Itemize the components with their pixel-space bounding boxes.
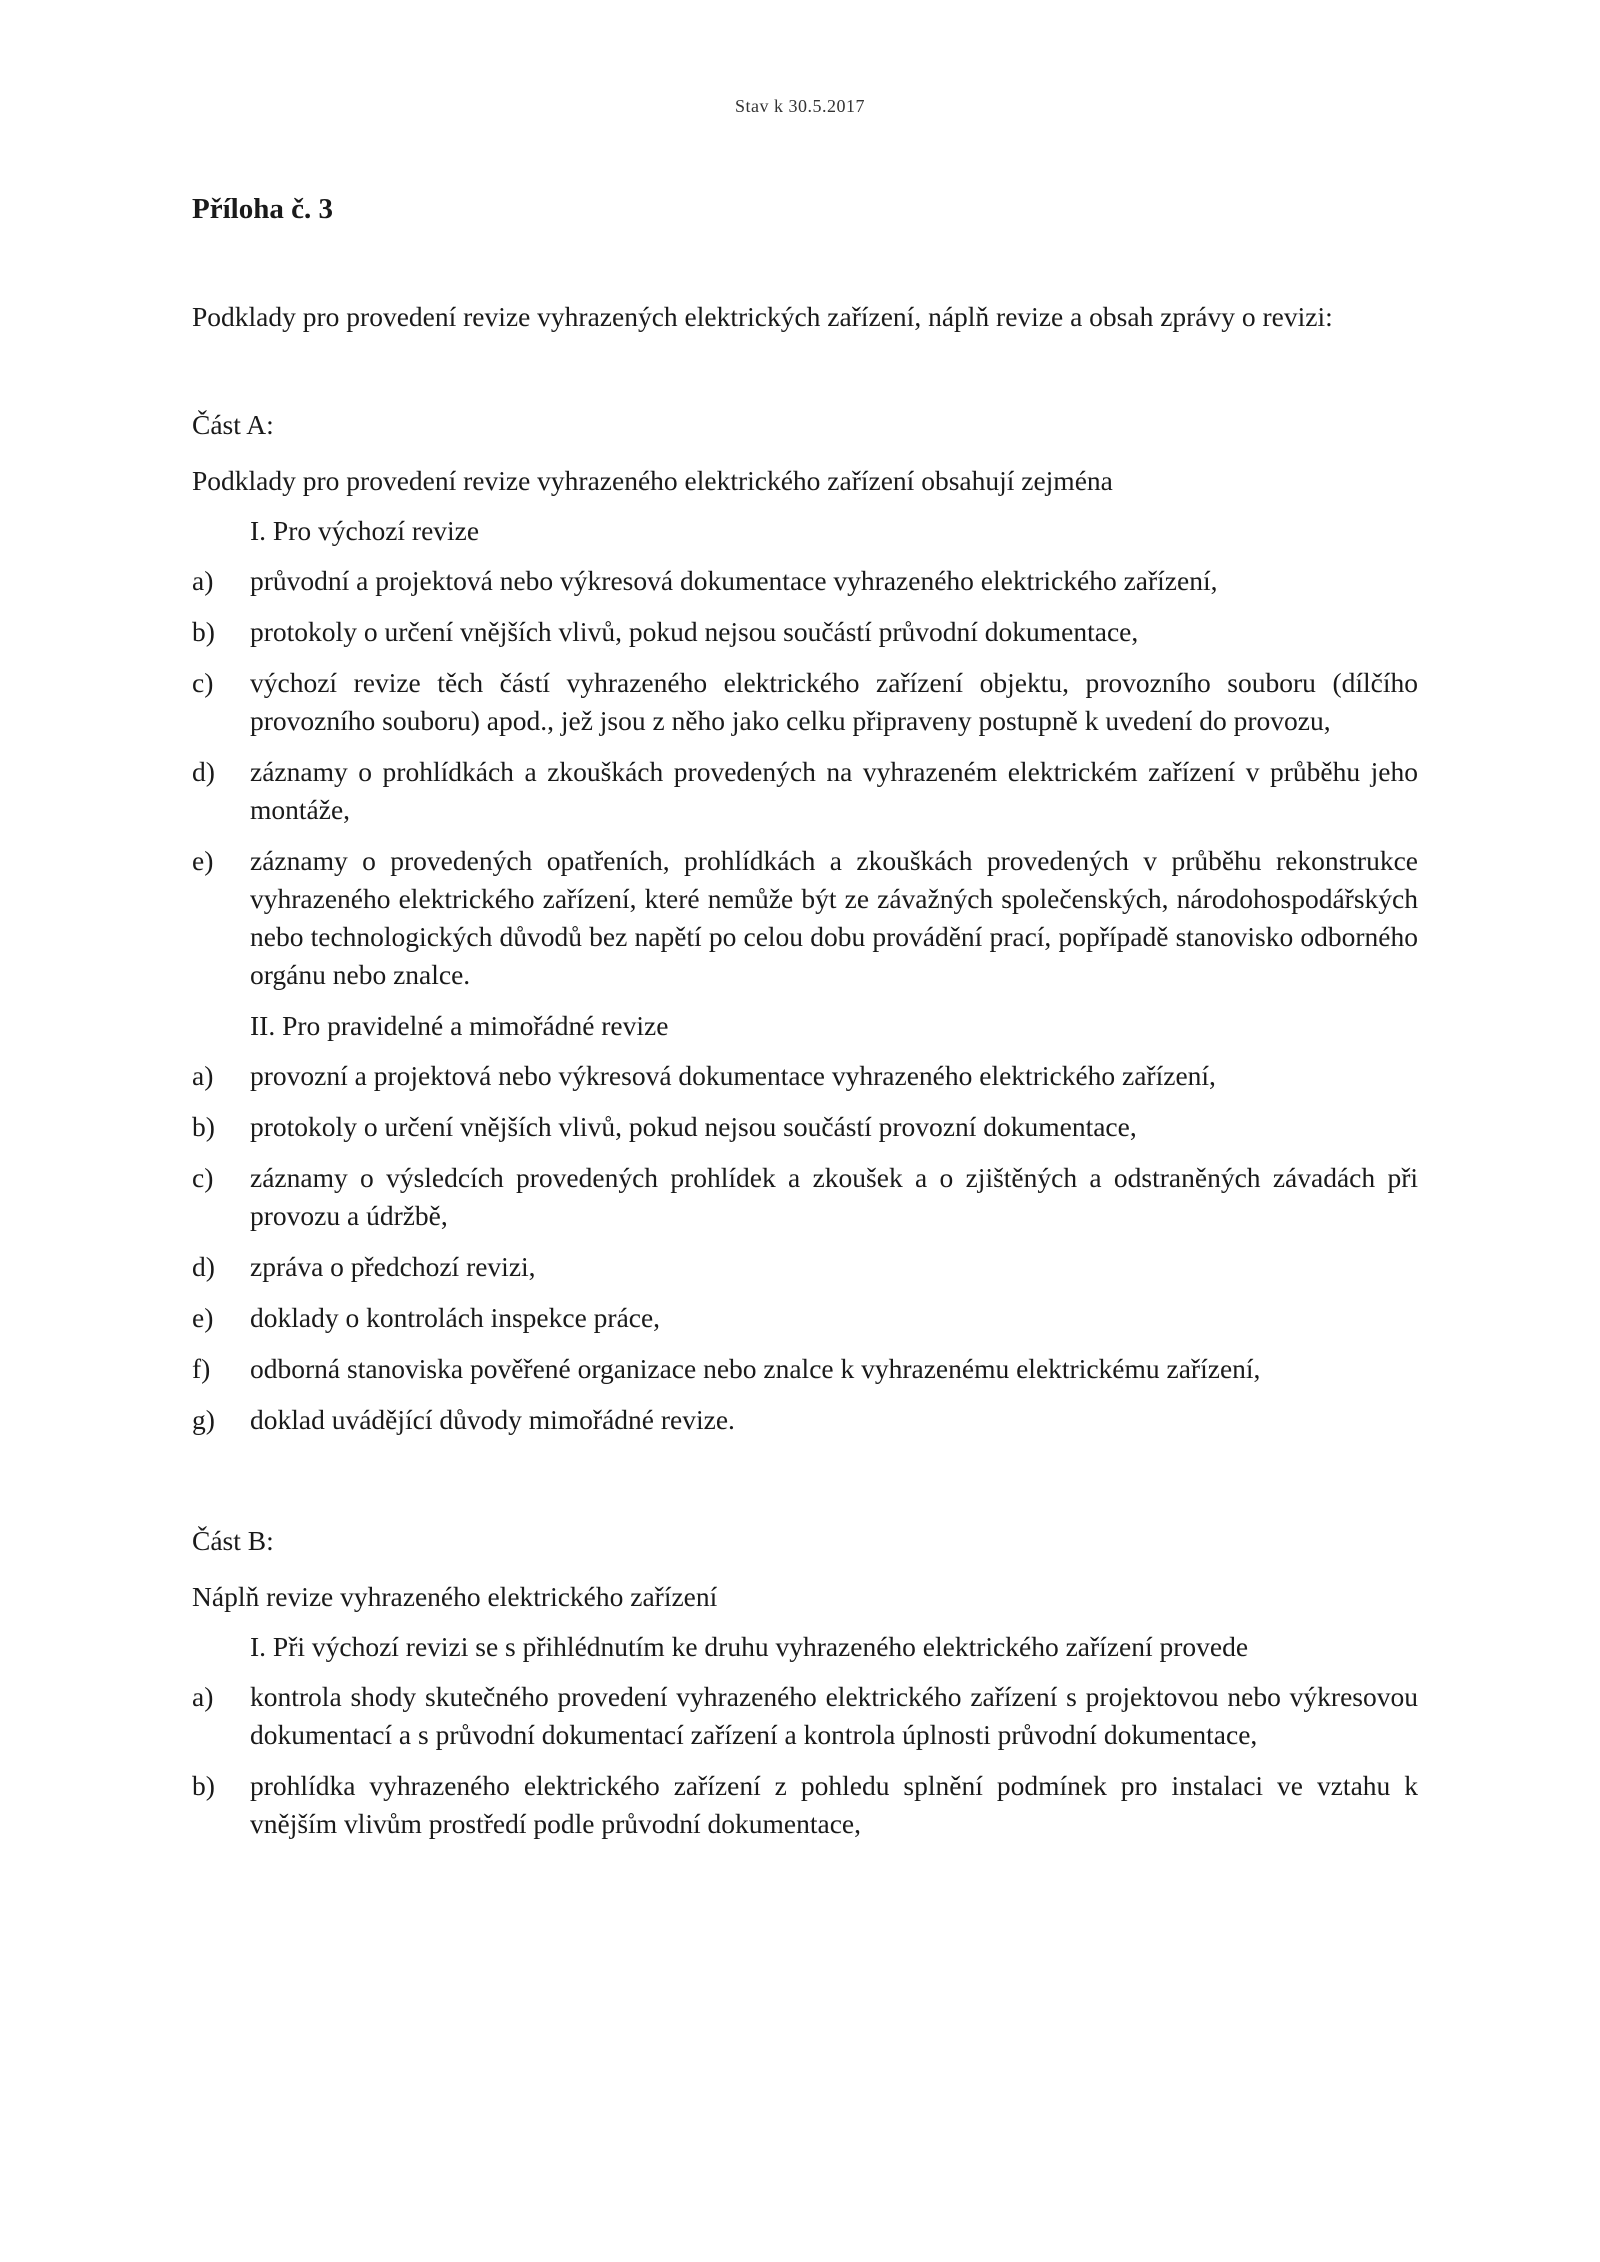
list-item-text: odborná stanoviska pověřené organizace nebo znalce k vyhrazenému elektrickému zařízení,: [250, 1353, 1261, 1384]
list-item: [192, 842, 1418, 994]
list-item-text: prohlídka vyhrazeného elektrického zařízení z pohledu splnění podmínek pro instalaci ve vztahu k vnějším vlivům prostředí podle průvodní dokumentace,: [250, 1770, 1418, 1839]
list-item: [192, 664, 1418, 740]
list-item-marker: g): [192, 1404, 215, 1435]
section-spacer: [192, 1452, 1418, 1522]
list-item-marker: d): [192, 1251, 215, 1282]
list-item-text: zpráva o předchozí revizi,: [250, 1251, 536, 1282]
part-b-section-1-list: [192, 1678, 1418, 1843]
list-item-marker: b): [192, 1770, 215, 1801]
list-item-text: protokoly o určení vnějších vlivů, pokud nejsou součástí provozní dokumentace,: [250, 1111, 1137, 1142]
part-a-heading: Podklady pro provedení revize vyhrazeného elektrického zařízení obsahují zejména: [192, 465, 1113, 496]
list-item-marker: a): [192, 1681, 214, 1712]
status-date-stamp: Stav k 30.5.2017: [734, 96, 865, 116]
part-a-section-1-heading: I. Pro výchozí revize: [250, 515, 480, 546]
part-b-section-1-heading: I. Při výchozí revizi se s přihlédnutím ke druhu vyhrazeného elektrického zařízení provede: [250, 1631, 1249, 1662]
list-item-marker: d): [192, 756, 215, 787]
list-item: [192, 1159, 1418, 1235]
list-item-text: protokoly o určení vnějších vlivů, pokud nejsou součástí průvodní dokumentace,: [250, 616, 1139, 647]
list-item-marker: c): [192, 667, 214, 698]
part-a-label: Část A:: [192, 409, 274, 440]
list-item-text: záznamy o výsledcích provedených prohlídek a zkoušek a o zjištěných a odstraněných závadách při provozu a údržbě,: [250, 1162, 1418, 1231]
list-item: [192, 613, 1418, 651]
part-a-section-2-heading: II. Pro pravidelné a mimořádné revize: [250, 1010, 669, 1041]
list-item-marker: c): [192, 1162, 214, 1193]
list-item-text: doklad uvádějící důvody mimořádné revize.: [250, 1404, 735, 1435]
list-item: [192, 1248, 1418, 1286]
intro-paragraph: Podklady pro provedení revize vyhrazených elektrických zařízení, náplň revize a obsah zprávy o revizi:: [192, 301, 1333, 332]
list-item-text: záznamy o prohlídkách a zkouškách provedených na vyhrazeném elektrickém zařízení v průběhu jeho montáže,: [250, 756, 1418, 825]
list-item: [192, 1767, 1418, 1843]
list-item: [192, 1678, 1418, 1754]
part-b-label: Část B:: [192, 1525, 274, 1556]
list-item-marker: b): [192, 1111, 215, 1142]
list-item-marker: f): [192, 1353, 211, 1384]
list-item: [192, 753, 1418, 829]
list-item: [192, 1299, 1418, 1337]
list-item-text: doklady o kontrolách inspekce práce,: [250, 1302, 661, 1333]
list-item-text: provozní a projektová nebo výkresová dokumentace vyhrazeného elektrického zařízení,: [250, 1060, 1216, 1091]
list-item: [192, 1350, 1418, 1388]
list-item-marker: e): [192, 845, 214, 876]
list-item: [192, 1401, 1418, 1439]
list-item: [192, 562, 1418, 600]
list-item-marker: b): [192, 616, 215, 647]
list-item-marker: e): [192, 1302, 214, 1333]
document-body: [192, 190, 1418, 1856]
list-item: [192, 1057, 1418, 1095]
part-b-heading: Náplň revize vyhrazeného elektrického zařízení: [192, 1581, 718, 1612]
list-item-text: záznamy o provedených opatřeních, prohlídkách a zkouškách provedených v průběhu rekonstrukce vyhrazeného elektrického zařízení, které nemůže být ze závažných společenských, národohospodářských nebo technologických důvodů bez napětí po celou dobu provádění prací, popřípadě stanovisko odborného orgánu nebo znalce.: [250, 845, 1418, 990]
part-a-section-1-list: [192, 562, 1418, 994]
list-item-marker: a): [192, 1060, 214, 1091]
list-item-text: výchozí revize těch částí vyhrazeného elektrického zařízení objektu, provozního souboru (dílčího provozního souboru) apod., jež jsou z něho jako celku připraveny postupně k uvedení do provozu,: [250, 667, 1418, 736]
page-title: Příloha č. 3: [192, 193, 333, 225]
list-item: [192, 1108, 1418, 1146]
list-item-text: průvodní a projektová nebo výkresová dokumentace vyhrazeného elektrického zařízení,: [250, 565, 1218, 596]
list-item-text: kontrola shody skutečného provedení vyhrazeného elektrického zařízení s projektovou nebo výkresovou dokumentací a s průvodní dokumentací zařízení a kontrola úplnosti průvodní dokumentace,: [250, 1681, 1418, 1750]
list-item-marker: a): [192, 565, 214, 596]
part-a-section-2-list: [192, 1057, 1418, 1439]
